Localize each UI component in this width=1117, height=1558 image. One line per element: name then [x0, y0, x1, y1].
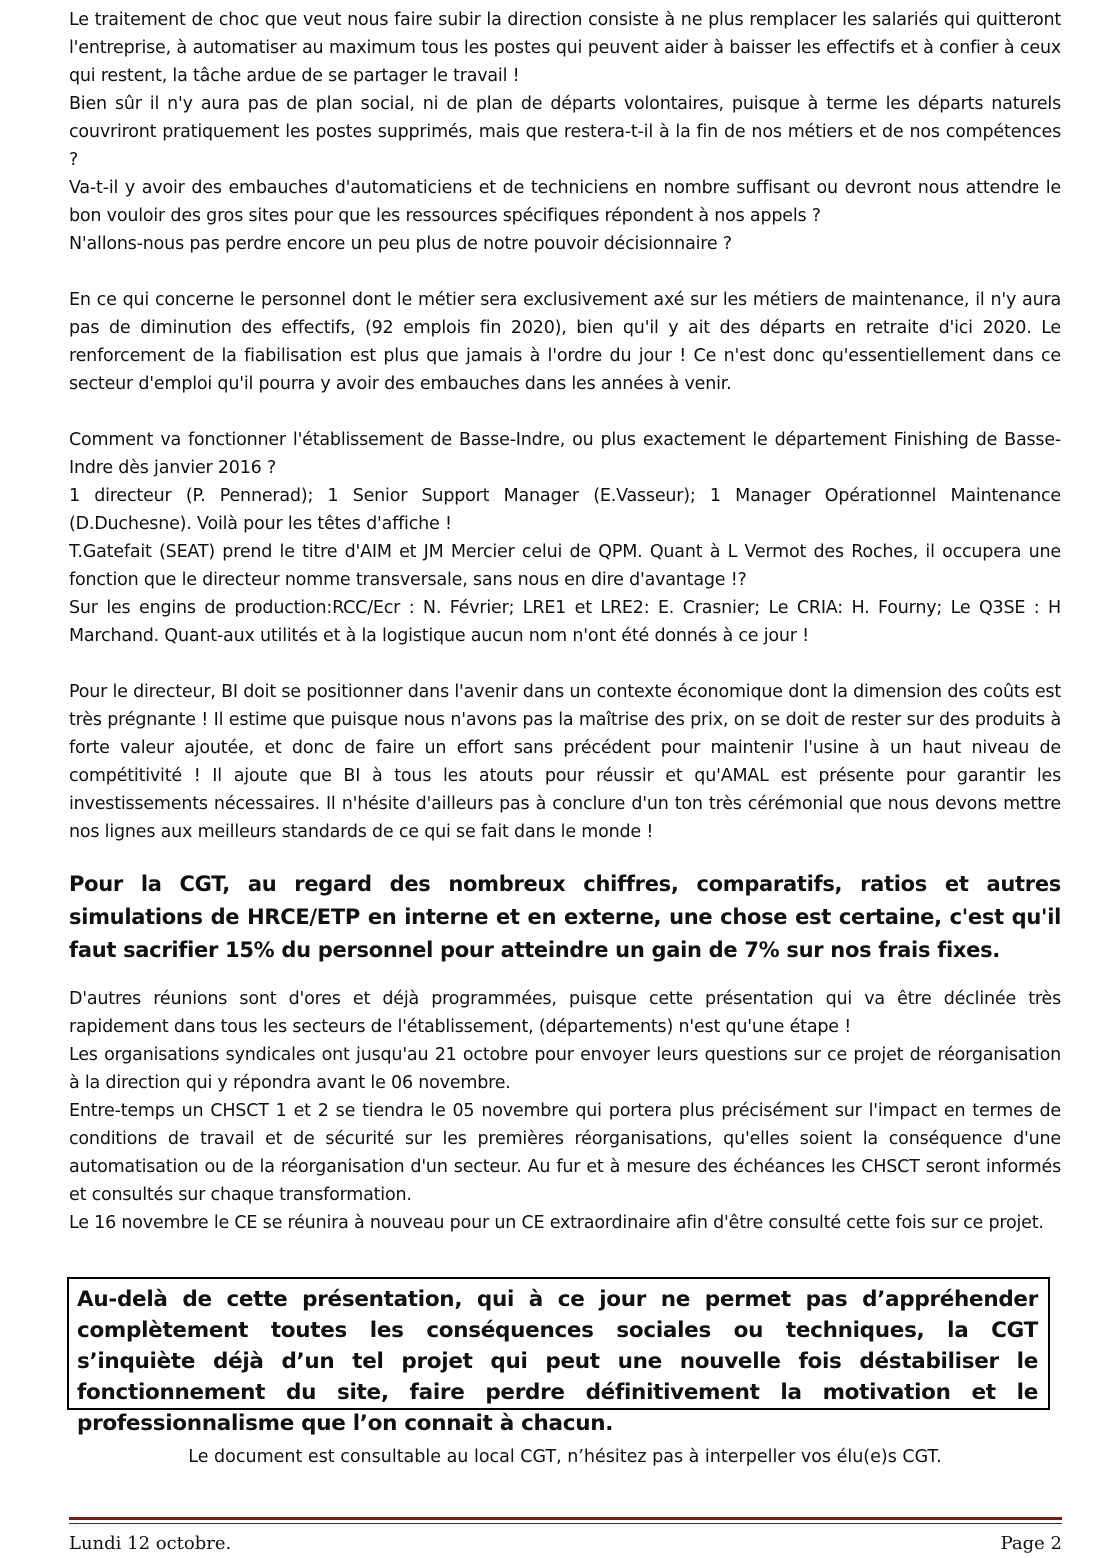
boxed-statement-text: Au-delà de cette présentation, qui à ce jour ne permet pas d’appréhender complètement toutes les conséquences sociales ou techniques, la CGT s’inquiète déjà d’un tel projet qui peut une nouvelle fois déstabiliser le fonctionnement du site, faire perdre définitivement la motivation et le professionnalisme que l’on connait à chacun. — [77, 1287, 1038, 1436]
paragraph-reunions: D'autres réunions sont d'ores et déjà programmées, puisque cette présentation qui va être déclinée très rapidement dans tous les secteurs de l'établissement, (départements) n'est qu'une étape ! — [69, 989, 1061, 1037]
paragraph-directeur: 1 directeur (P. Pennerad); 1 Senior Support Manager (E.Vasseur); 1 Manager Opérationnel Maintenance (D.Duchesne). Voilà pour les têtes d'affiche ! — [69, 486, 1061, 534]
paragraph-maintenance: En ce qui concerne le personnel dont le métier sera exclusivement axé sur les métiers de maintenance, il n'y aura pas de diminution des effectifs, (92 emplois fin 2020), bien qu'il y ait des départs en retraite d'ici 2020. Le renforcement de la fiabilisation est plus que jamais à l'ordre du jour ! Ce n'est donc qu'essentiellement dans ce secteur d'emploi qu'il pourra y avoir des embauches dans les années à venir. — [69, 290, 1061, 394]
closing-note: Le document est consultable au local CGT, n’hésitez pas à interpeller vos élu(e)s CGT. — [188, 1447, 942, 1467]
boxed-statement — [67, 1277, 1050, 1436]
paragraph-embauches-automaticiens: Va-t-il y avoir des embauches d'automaticiens et de techniciens en nombre suffisant ou devront nous attendre le bon vouloir des gros sites pour que les ressources spécifiques répondent à nos appels ? — [69, 178, 1061, 226]
paragraph-pouvoir-decisionnaire: N'allons-nous pas perdre encore un peu plus de notre pouvoir décisionnaire ? — [69, 234, 732, 254]
paragraph-ce-extraordinaire: Le 16 novembre le CE se réunira à nouveau pour un CE extraordinaire afin d'être consulté cette fois sur ce projet. — [69, 1213, 1044, 1233]
paragraph-titres: T.Gatefait (SEAT) prend le titre d'AIM et JM Mercier celui de QPM. Quant à L Vermot des Roches, il occupera une fonction que le directeur nomme transversale, sans nous en dire d'avantage !? — [69, 542, 1061, 590]
footer-page-number: Page 2 — [1000, 1533, 1062, 1554]
cgt-highlight-statement: Pour la CGT, au regard des nombreux chiffres, comparatifs, ratios et autres simulations de HRCE/ETP en interne et en externe, une chose est certaine, c'est qu'il faut sacrifier 15% du personnel pour atteindre un gain de 7% sur nos frais fixes. — [69, 872, 1061, 962]
document-body — [69, 6, 1061, 1237]
paragraph-traitement-de-choc: Le traitement de choc que veut nous faire subir la direction consiste à ne plus remplacer les salariés qui quitteront l'entreprise, à automatiser au maximum tous les postes qui peuvent aider à baisser les effectifs et à confier à ceux qui restent, la tâche ardue de se partager le travail ! — [69, 10, 1061, 86]
footer-date: Lundi 12 octobre. — [69, 1533, 232, 1554]
paragraph-spacer — [69, 650, 1061, 678]
paragraph-fonctionnement-basse-indre: Comment va fonctionner l'établissement de Basse-Indre, ou plus exactement le département Finishing de Basse-Indre dès janvier 2016 ? — [69, 430, 1061, 478]
paragraph-chsct: Entre-temps un CHSCT 1 et 2 se tiendra le 05 novembre qui portera plus précisément sur l'impact en termes de conditions de travail et de sécurité sur les premières réorganisations, qu'elles soient la conséquence d'une automatisation ou de la réorganisation d'un secteur. Au fur et à mesure des échéances les CHSCT seront informés et consultés sur chaque transformation. — [69, 1101, 1061, 1205]
footer-rule — [69, 1517, 1062, 1520]
paragraph-spacer — [69, 398, 1061, 426]
paragraph-organisations-syndicales: Les organisations syndicales ont jusqu'au 21 octobre pour envoyer leurs questions sur ce projet de réorganisation à la direction qui y répondra avant le 06 novembre. — [69, 1045, 1061, 1093]
paragraph-plan-social: Bien sûr il n'y aura pas de plan social, ni de plan de départs volontaires, puisque à terme les départs naturels couvriront pratiquement les postes supprimés, mais que restera-t-il à la fin de nos métiers et de nos compétences ? — [69, 94, 1061, 170]
paragraph-position-directeur: Pour le directeur, BI doit se positionner dans l'avenir dans un contexte économique dont la dimension des coûts est très prégnante ! Il estime que puisque nous n'avons pas la maîtrise des prix, on se doit de rester sur des produits à forte valeur ajoutée, et donc de faire un effort sans précédent pour maintenir l'usine à un haut niveau de compétitivité ! Il ajoute que BI à tous les atouts pour réussir et qu'AMAL est présente pour garantir les investissements nécessaires. Il n'hésite d'ailleurs pas à conclure d'un ton très cérémonial que nous devons mettre nos lignes aux meilleurs standards de ce qui se fait dans le monde ! — [69, 682, 1061, 842]
footer-rule-thin — [69, 1523, 1062, 1524]
paragraph-spacer — [69, 967, 1061, 985]
paragraph-engins-production: Sur les engins de production:RCC/Ecr : N. Février; LRE1 et LRE2: E. Crasnier; Le CRIA: H. Fourny; Le Q3SE : H Marchand. Quant-aux utilités et à la logistique aucun nom n'ont été donnés à ce jour ! — [69, 598, 1061, 646]
paragraph-spacer — [69, 258, 1061, 286]
